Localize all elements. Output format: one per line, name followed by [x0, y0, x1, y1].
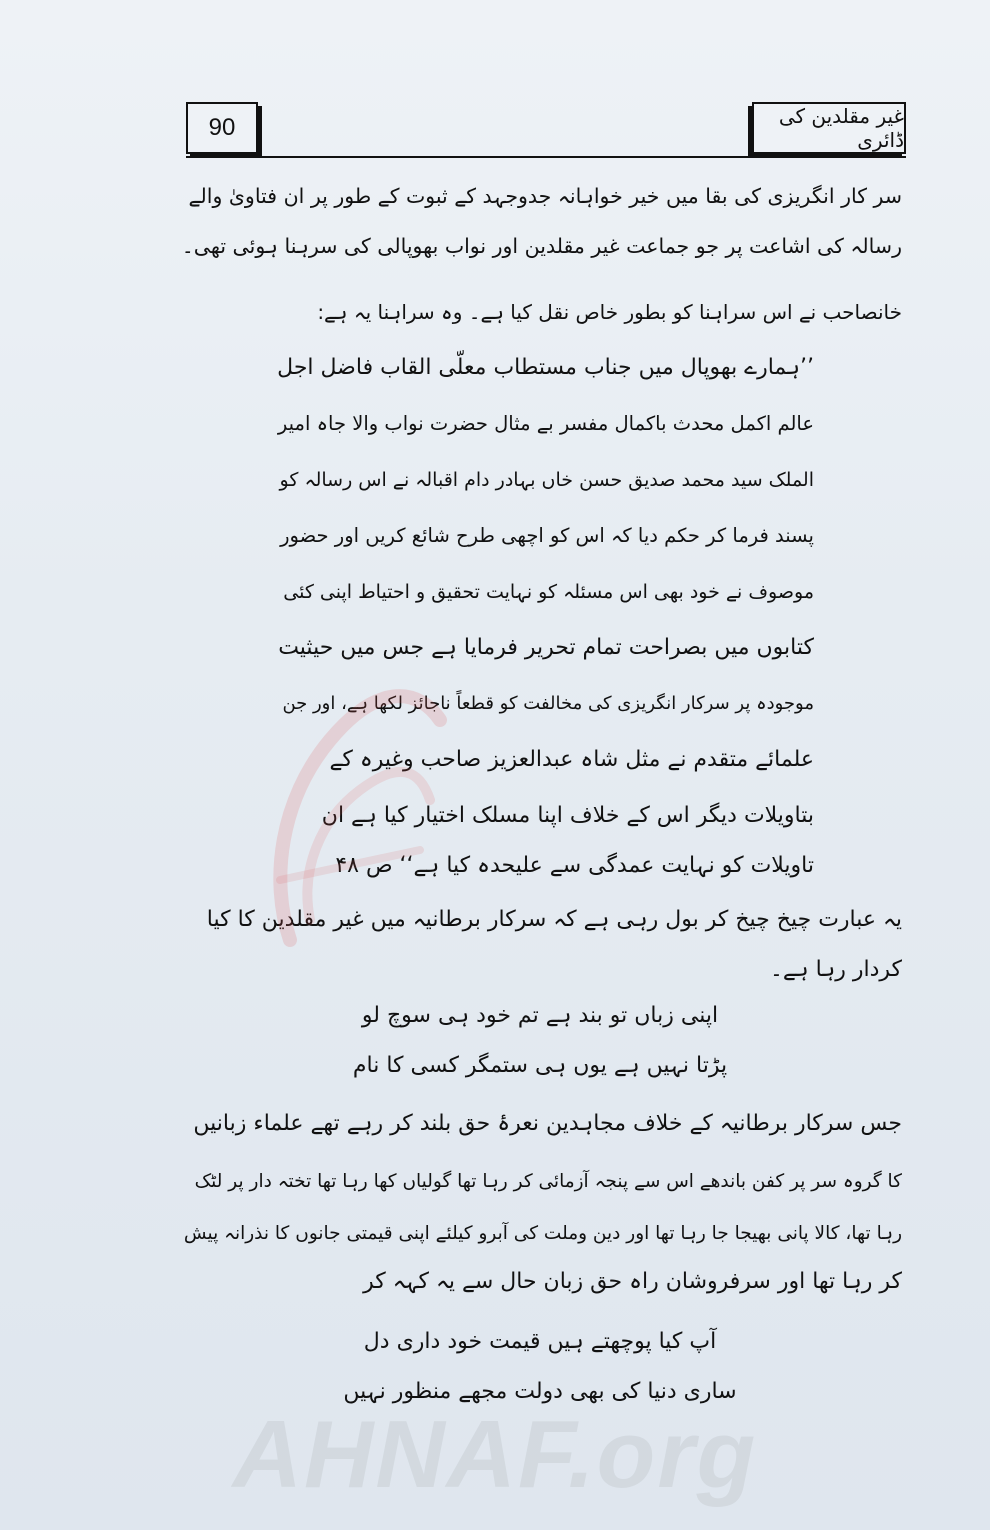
- quote-line: موجودہ پر سرکار انگریزی کی مخالفت کو قطعاً ناجائز لکھا ہے، اور جن: [282, 693, 814, 714]
- paragraph-line: رہا تھا، کالا پانی بھیجا جا رہا تھا اور دین وملت کی آبرو کیلئے اپنی قیمتی جانوں کا نذرانہ پیش: [183, 1223, 902, 1244]
- poem-verse: اپنی زباں تو بند ہے تم خود ہی سوچ لو: [361, 1003, 719, 1028]
- quote-line: بتاویلات دیگر اس کے خلاف اپنا مسلک اختیار کیا ہے ان: [321, 803, 814, 828]
- quote-line: پسند فرما کر حکم دیا کہ اس کو اچھی طرح شائع کریں اور حضور: [280, 524, 814, 547]
- quote-line: تاویلات کو نہایت عمدگی سے علیحدہ کیا ہے‘‘ ص ۴۸: [335, 853, 814, 878]
- paragraph-line: خانصاحب نے اس سراہنا کو بطور خاص نقل کیا ہے۔ وہ سراہنا یہ ہے:: [317, 300, 902, 324]
- paragraph-line: کردار رہا ہے۔: [769, 957, 902, 982]
- paragraph-line: کر رہا تھا اور سرفروشان راہ حق زبان حال سے یہ کہہ کر: [363, 1269, 902, 1294]
- quote-line: الملک سید محمد صدیق حسن خاں بہادر دام اقبالہ نے اس رسالہ کو: [279, 469, 814, 491]
- header-divider: [186, 156, 906, 158]
- paragraph-line: جس سرکار برطانیہ کے خلاف مجاہدین نعرۂ حق بلند کر رہے تھے علماء زبانیں: [193, 1111, 902, 1136]
- quote-line: علمائے متقدم نے مثل شاہ عبدالعزیز صاحب وغیرہ کے: [329, 747, 814, 772]
- site-watermark: AHNAF.org: [232, 1401, 758, 1508]
- paragraph-line: رسالہ کی اشاعت پر جو جماعت غیر مقلدین اور نواب بھوپالی کی سرہنا ہوئی تھی۔: [181, 234, 902, 258]
- quote-line: عالم اکمل محدث باکمال مفسر بے مثال حضرت نواب والا جاہ امیر: [277, 412, 814, 435]
- page-number: 90: [186, 102, 258, 154]
- quote-line: ’’ہمارے بھوپال میں جناب مستطاب معلّی القاب فاضل اجل: [277, 355, 814, 380]
- paragraph-line: کا گروہ سر پر کفن باندھے اس سے پنجہ آزمائی کر رہا تھا گولیاں کھا رہا تھا تختہ دار پر لٹک: [194, 1171, 902, 1192]
- poem-verse: آپ کیا پوچھتے ہیں قیمت خود داری دل: [363, 1329, 717, 1354]
- book-title: غیر مقلدین کی ڈائری: [752, 102, 906, 154]
- paragraph-line: سر کار انگریزی کی بقا میں خیر خواہانہ جدوجہد کے ثبوت کے طور پر ان فتاویٰ والے: [188, 184, 902, 208]
- poem-verse: پڑتا نہیں ہے یوں ہی ستمگر کسی کا نام: [352, 1053, 728, 1078]
- paragraph-line: یہ عبارت چیخ چیخ کر بول رہی ہے کہ سرکار برطانیہ میں غیر مقلدین کا کیا: [206, 907, 902, 932]
- quote-line: موصوف نے خود بھی اس مسئلہ کو نہایت تحقیق و احتیاط اپنی کئی: [283, 581, 814, 603]
- quote-line: کتابوں میں بصراحت تمام تحریر فرمایا ہے جس میں حیثیت: [278, 635, 814, 660]
- poem-verse: ساری دنیا کی بھی دولت مجھے منظور نہیں: [343, 1379, 737, 1404]
